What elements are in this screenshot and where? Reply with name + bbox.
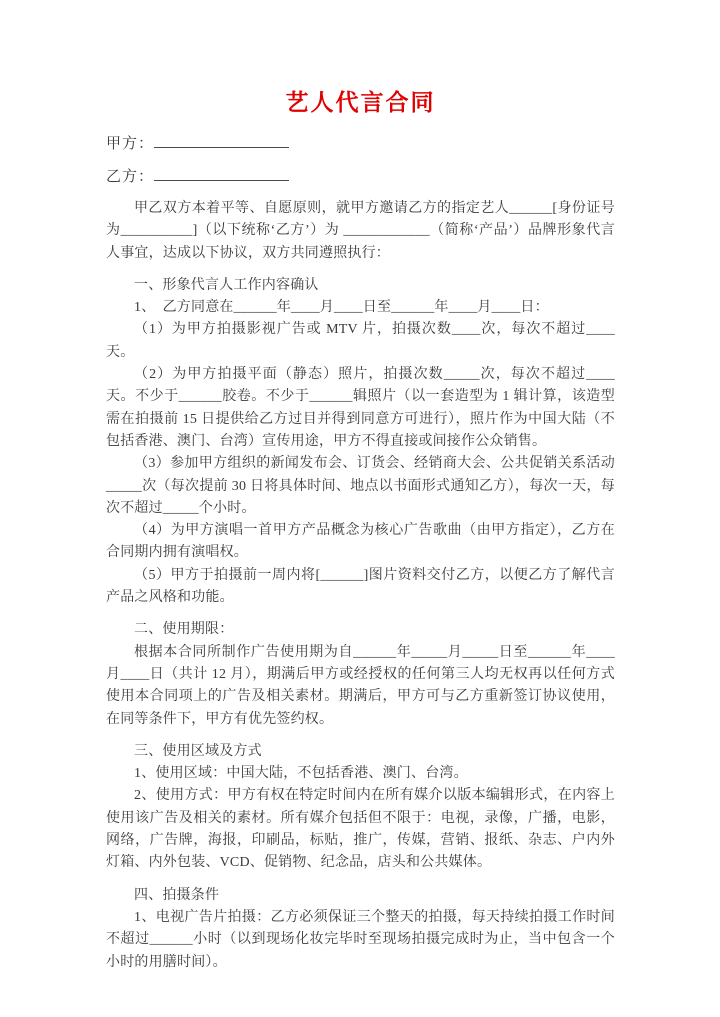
contract-paragraph: （5）甲方于拍摄前一周内将[______]图片资料交付乙方，以便乙方了解代言产品之风格和功能。	[106, 567, 615, 606]
section-heading: 四、拍摄条件	[134, 887, 220, 903]
party-a-blank	[154, 133, 289, 148]
contract-paragraph: 1、电视广告片拍摄：乙方必须保证三个整天的拍摄，每天持续拍摄工作时间不超过______小时（以到现场化妆完毕时至现场拍摄完成时为止，当中包含一个小时的用膳时间）。	[106, 909, 615, 970]
party-b-blank	[154, 166, 289, 181]
contract-body	[106, 198, 615, 974]
section-heading: 一、形象代言人工作内容确认	[134, 277, 319, 293]
contract-paragraph: （2）为甲方拍摄平面（静态）照片，拍摄次数_____次，每次不超过____天。不少于______胶卷。不少于______辑照片（以一套造型为 1 辑计算，该造型需在拍摄前 15 日提供给乙方过目并得到同意方可进行），照片作为中国大陆（不包括香港、澳门、台湾）宣传用途，甲方不得直接或间接作公众销售。	[106, 367, 615, 449]
contract-paragraph: 1、使用区域：中国大陆，不包括香港、澳门、台湾。	[134, 766, 468, 782]
section-heading: 三、使用区域及方式	[134, 743, 262, 759]
page-title: 艺人代言合同	[285, 90, 436, 115]
contract-paragraph: 根据本合同所制作广告使用期为自______年_____月_____日至______年____月____日（共计 12 月），期满后甲方或经授权的任何第三人均无权再以任何方式使用本合同项上的广告及相关素材。期满后，甲方可与乙方重新签订协议使用，在同等条件下，甲方有优先签约权。	[106, 644, 615, 727]
party-b-line	[106, 165, 615, 189]
party-b-label: 乙方：	[106, 169, 155, 185]
contract-paragraph: 甲乙双方本着平等、自愿原则，就甲方邀请乙方的指定艺人______[身份证号为__________]（以下统称‘乙方’）为 ____________（简称‘产品’）品牌形象代言人事宜，达成以下协议，双方共同遵照执行：	[106, 201, 615, 261]
contract-paragraph: 2、使用方式：甲方有权在特定时间内在所有媒介以版本编辑形式，在内容上使用该广告及相关的素材。所有媒介包括但不限于：电视，录像，广播，电影，网络，广告牌，海报，印刷品，标贴，推广，传媒，营销、报纸、杂志、户内外灯箱、内外包装、VCD、促销物、纪念品，店头和公共媒体。	[106, 788, 615, 871]
party-a-line	[106, 132, 615, 156]
party-a-label: 甲方：	[106, 136, 155, 152]
contract-paragraph: （4）为甲方演唱一首甲方产品概念为核心广告歌曲（由甲方指定），乙方在合同期内拥有演唱权。	[106, 523, 615, 561]
contract-paragraph: 1、 乙方同意在______年____月____日至______年____月____日：	[134, 300, 549, 316]
contract-paragraph: （3）参加甲方组织的新闻发布会、订货会、经销商大会、公共促销关系活动_____次（每次提前 30 日将具体时间、地点以书面形式通知乙方），每次一天，每次不超过_____个小时。	[106, 456, 615, 516]
contract-paragraph: （1）为甲方拍摄影视广告或 MTV 片，拍摄次数____次，每次不超过____天。	[106, 322, 615, 360]
section-heading: 二、使用期限：	[134, 622, 234, 638]
